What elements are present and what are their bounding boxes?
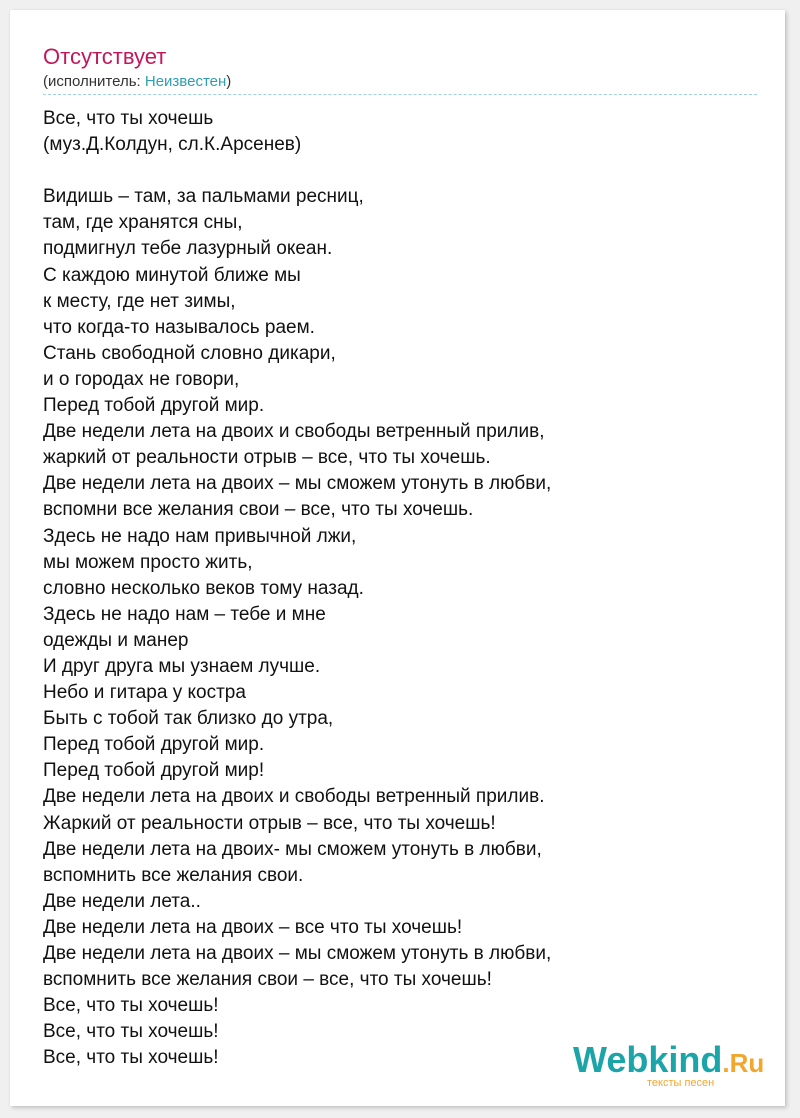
lyric-line (43, 158, 551, 184)
lyric-line: к месту, где нет зимы, (43, 290, 236, 312)
logo-tagline: тексты песен (647, 1077, 715, 1089)
lyric-line: Перед тобой другой мир! (43, 760, 265, 782)
lyric-line: Перед тобой другой мир. (43, 734, 265, 756)
lyric-line: Все, что ты хочешь (43, 108, 214, 129)
lyric-line: вспомнить все желания свои – все, что ты хочешь! (43, 969, 492, 991)
lyric-line: Видишь – там, за пальмами ресниц, (43, 186, 364, 208)
site-logo[interactable] (573, 1040, 773, 1092)
song-title: Отсутствует (43, 44, 167, 69)
artist-link[interactable]: Неизвестен (144, 73, 227, 90)
lyric-line: вспомни все желания свои – все, что ты хочешь. (43, 499, 474, 521)
artist-suffix: ) (226, 73, 232, 90)
lyric-line: Две недели лета на двоих и свободы ветренный прилив, (43, 421, 545, 443)
lyric-line: И друг друга мы узнаем лучше. (43, 655, 321, 677)
lyric-line: Стань свободной словно дикари, (43, 342, 336, 364)
artist-line (43, 73, 231, 91)
artist-prefix: (исполнитель: (43, 73, 145, 90)
lyric-line: жаркий от реальности отрыв – все, что ты хочешь. (43, 447, 491, 469)
lyric-line: и о городах не говори, (43, 368, 240, 390)
lyric-line: Две недели лета на двоих – мы сможем утонуть в любви, (43, 943, 552, 964)
lyric-line: там, где хранятся сны, (43, 212, 243, 234)
lyric-line: Все, что ты хочешь! (43, 1021, 219, 1043)
lyric-line: Быть с тобой так близко до утра, (43, 708, 334, 730)
logo-domain-text: .Ru (722, 1048, 765, 1078)
lyric-line: Все, что ты хочешь! (43, 1047, 219, 1069)
lyric-line: Две недели лета на двоих- мы сможем утонуть в любви, (43, 838, 542, 860)
lyric-line: Здесь не надо нам привычной лжи, (43, 525, 357, 547)
lyric-line: Здесь не надо нам – тебе и мне (43, 603, 326, 625)
logo-main-text: Webkind (573, 1039, 723, 1080)
lyric-line: подмигнул тебе лазурный океан. (43, 238, 333, 260)
lyric-line: Две недели лета на двоих – мы сможем утонуть в любви, (43, 473, 552, 495)
lyrics-page (10, 10, 785, 1106)
divider (43, 94, 757, 95)
lyric-line: вспомнить все желания свои. (43, 864, 304, 886)
lyric-line: одежды и манер (43, 629, 189, 651)
lyrics-text (43, 106, 551, 1071)
lyric-line: мы можем просто жить, (43, 551, 253, 573)
lyric-line: словно несколько веков тому назад. (43, 577, 364, 599)
lyric-line: Небо и гитара у костра (43, 682, 246, 704)
lyric-line: Две недели лета.. (43, 890, 201, 912)
lyric-line: Все, что ты хочешь! (43, 995, 219, 1017)
lyric-line: что когда-то называлось раем. (43, 316, 315, 338)
lyric-line: Жаркий от реальности отрыв – все, что ты хочешь! (43, 812, 496, 834)
lyric-line: Две недели лета на двоих – все что ты хочешь! (43, 916, 463, 938)
lyric-line: Перед тобой другой мир. (43, 395, 265, 417)
lyric-line: (муз.Д.Колдун, сл.К.Арсенев) (43, 134, 302, 156)
lyric-line: Две недели лета на двоих и свободы ветренный прилив. (43, 786, 545, 808)
lyric-line: С каждою минутой ближе мы (43, 264, 301, 286)
